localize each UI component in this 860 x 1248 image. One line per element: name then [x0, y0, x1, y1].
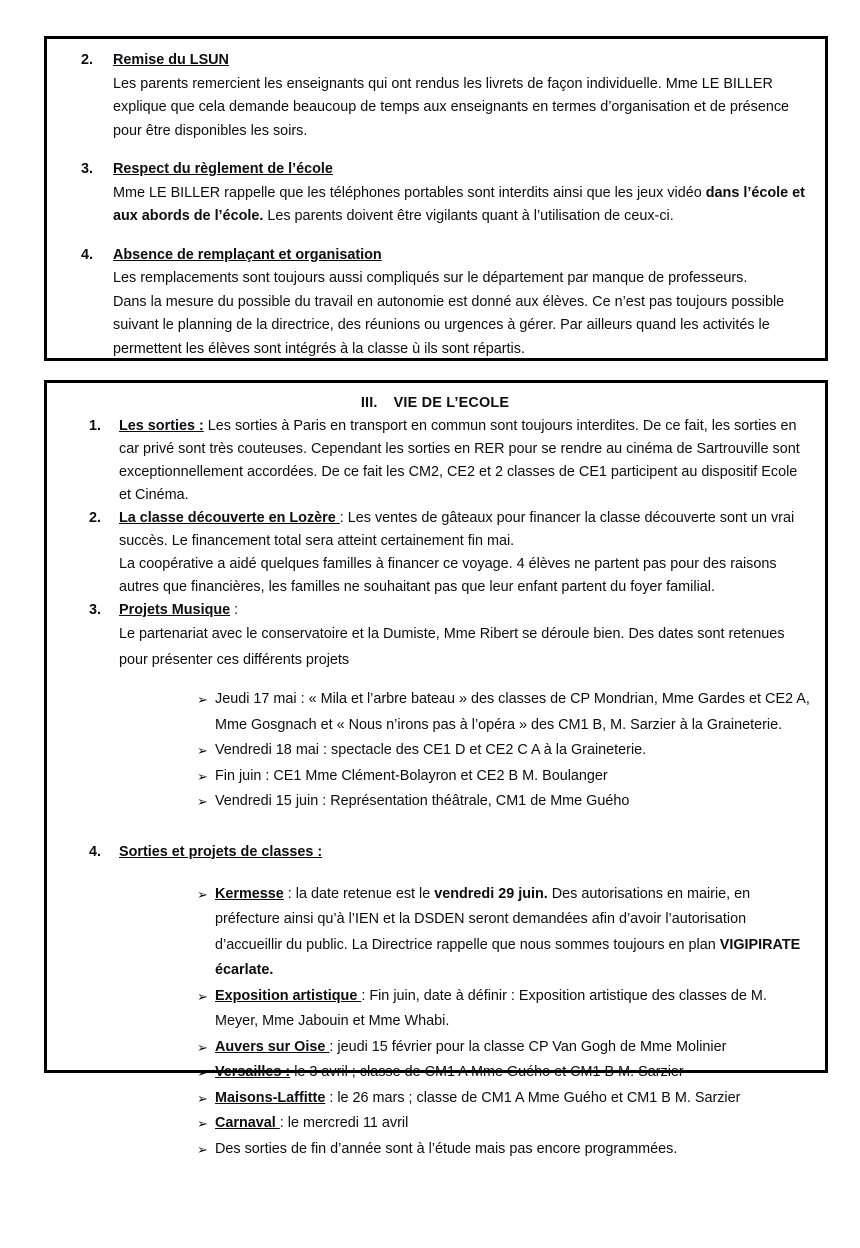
spacer [57, 864, 813, 882]
item-marker: 3. [89, 602, 102, 618]
numbered-item-4 [57, 244, 813, 362]
bullet-lead: Versailles : [215, 1064, 291, 1080]
spacer [57, 145, 813, 158]
section-heading [57, 393, 813, 414]
body-run: Les remplacements sont toujours aussi compliqués sur le département par manque de professeurs. [113, 270, 748, 286]
box-one-content [47, 39, 825, 373]
arrow-bullet-icon: ➢ [197, 1065, 208, 1080]
item-heading: Sorties et projets de classes : [119, 843, 323, 860]
bullet-item [57, 738, 813, 764]
bullet-lead: Carnaval [215, 1115, 280, 1131]
spacer [57, 673, 813, 687]
arrow-bullet-icon: ➢ [197, 692, 208, 707]
bullet-run: Des autorisations en mairie, en préfecture ainsi qu’à l’IEN et la DSDEN seront demandées afin d’avoir l’autorisation d’accueillir du public. La Directrice rappelle que nous sommes toujours en plan [215, 885, 751, 953]
arrow-bullet-icon: ➢ [197, 1116, 208, 1131]
arrow-bullet-icon: ➢ [197, 1141, 208, 1157]
bullet-text: Vendredi 18 mai : spectacle des CE1 D et CE2 C A à la Graineterie. [215, 742, 647, 758]
body-run-bold: dans l’école et aux abords de l’école. [113, 184, 805, 224]
item-lead: Les sorties : [119, 418, 204, 434]
bullet-item [57, 687, 813, 738]
bullet-item-versailles [57, 1060, 813, 1086]
section-box-vie-de-lecole [44, 380, 828, 1157]
item-marker: 3. [81, 161, 94, 177]
item-body-2: Le partenariat avec le conservatoire et la Dumiste, Mme Ribert se déroule bien. Des dates sont retenues pour présenter ces différents projets [119, 626, 785, 668]
item-body: Les sorties à Paris en transport en commun sont toujours interdites. De ce fait, les sorties en car privé sont très couteuses. Cependant les sorties en RER pour se rendre au cinéma de Sartrouville sont exceptionnellement accordées. De ce fait les CM2, CE2 et 2 classes de CE1 participent au dispositif Ecole et Cinéma. [119, 418, 800, 503]
body-run: Les parents remercient les enseignants qui ont rendus les livrets de façon individuelle. Mme LE BILLER explique que cela demande beaucoup de temps aux enseignants en termes d’organisation et de présence pour être disponibles les soirs. [113, 75, 790, 139]
arrow-bullet-icon: ➢ [197, 988, 208, 1004]
item-heading: Respect du règlement de l’école [113, 161, 333, 177]
body-run: Dans la mesure du possible du travail en autonomie est donné aux élèves. Ce n’est pas toujours possible suivant le planning de la directrice, des réunions ou urgences à gérer. Par ailleurs quand les activités le permettent les élèves sont intégrés à la classe ù ils sont répartis. [113, 293, 785, 357]
bullet-text [215, 1111, 813, 1137]
item-body: : Les ventes de gâteaux pour financer la classe découverte sont un vrai succès. Le financement total sera atteint certainement fin mai. [119, 510, 795, 549]
bullet-item-carnaval [57, 1111, 813, 1137]
bullet-text [215, 984, 813, 1035]
body-run: Les parents doivent être vigilants quant à l’utilisation de ceux-ci. [263, 208, 674, 224]
bullet-item [57, 789, 813, 815]
bullet-text [215, 1060, 813, 1086]
bullet-item-maisons-laffitte [57, 1086, 813, 1112]
item-marker: 4. [81, 246, 94, 263]
numbered-item-2 [57, 507, 813, 599]
item-marker: 1. [89, 418, 102, 434]
bullet-text: Fin juin : CE1 Mme Clément-Bolayron et CE2 B M. Boulanger [215, 767, 608, 784]
bullet-run: le 3 avril ; classe de CM1 A Mme Guého et CM1 B M. Sarzier [290, 1064, 684, 1080]
bullet-run-bold: vendredi 29 juin. [434, 885, 548, 902]
arrow-bullet-icon: ➢ [197, 1090, 208, 1106]
arrow-bullet-icon: ➢ [197, 1039, 208, 1055]
bullet-run: : le mercredi 11 avril [279, 1115, 409, 1131]
spacer [57, 815, 813, 841]
item-paragraph-second [119, 622, 813, 673]
bullet-text: Jeudi 17 mai : « Mila et l’arbre bateau » des classes de CP Mondrian, Mme Gardes et CE2 A, Mme Gosgnach et « Nous n’irons pas à l’opéra » des CM1 B, M. Sarzier à la Graineterie. [215, 691, 810, 733]
arrow-bullet-icon: ➢ [197, 794, 208, 809]
item-body [113, 73, 813, 144]
bullet-text [215, 1035, 813, 1061]
section-title: VIE DE L’ECOLE [393, 395, 510, 411]
item-lead: La classe découverte en Lozère [119, 510, 340, 526]
item-body-second [113, 291, 813, 362]
bullet-lead: Maisons-Laffitte [215, 1089, 326, 1106]
bullet-run: : Fin juin, date à définir : Exposition artistique des classes de M. Meyer, Mme Jabouin et Mme Whabi. [215, 987, 767, 1029]
bullet-lead: Auvers sur Oise [215, 1038, 330, 1055]
spacer [57, 231, 813, 244]
item-lead: Projets Musique [119, 602, 231, 618]
item-paragraph [119, 599, 813, 622]
bullet-lead: Kermesse [215, 885, 284, 902]
item-paragraph [119, 507, 813, 553]
numbered-item-2 [57, 49, 813, 143]
item-paragraph-second [119, 553, 813, 599]
bullet-run-bold: VIGIPIRATE écarlate. [215, 936, 801, 978]
item-body [113, 267, 813, 291]
box-two-content [47, 383, 825, 1172]
bullet-lead: Exposition artistique [215, 987, 362, 1004]
arrow-bullet-icon: ➢ [197, 768, 208, 784]
bullet-text [215, 1086, 813, 1112]
bullet-text: Vendredi 15 juin : Représentation théâtrale, CM1 de Mme Guého [215, 793, 630, 809]
bullet-item [57, 764, 813, 790]
numbered-item-3 [57, 158, 813, 229]
item-marker: 2. [89, 510, 102, 526]
bullet-run: : jeudi 15 février pour la classe CP Van Gogh de Mme Molinier [329, 1038, 727, 1055]
bullet-run: : la date retenue est le [283, 885, 435, 902]
bullet-run: : le 26 mars ; classe de CM1 A Mme Guého et CM1 B M. Sarzier [325, 1089, 741, 1106]
bullet-item-fin-dannee [57, 1137, 813, 1163]
item-marker: 4. [89, 843, 102, 860]
bullet-item-auvers [57, 1035, 813, 1061]
arrow-bullet-icon: ➢ [197, 743, 208, 758]
item-heading: Absence de remplaçant et organisation [113, 246, 382, 263]
item-body [113, 182, 813, 229]
item-paragraph [119, 841, 813, 864]
bullet-item-kermesse [57, 882, 813, 984]
numbered-item-4 [57, 841, 813, 864]
numbered-item-1 [57, 415, 813, 507]
item-body-2: La coopérative a aidé quelques familles à financer ce voyage. 4 élèves ne partent pas pour des raisons autres que financières, les familles ne souhaitant pas que leur enfant partent du foyer familial. [119, 556, 777, 595]
bullet-text: Des sorties de fin d’année sont à l’étude mais pas encore programmées. [215, 1140, 678, 1157]
bullet-item-exposition [57, 984, 813, 1035]
item-heading: Remise du LSUN [113, 52, 229, 68]
bullet-text [215, 882, 813, 984]
item-paragraph [119, 415, 813, 507]
item-marker: 2. [81, 52, 94, 68]
arrow-bullet-icon: ➢ [197, 886, 208, 902]
numbered-item-3 [57, 599, 813, 673]
section-box-suite-points [44, 36, 828, 361]
body-run: Mme LE BILLER rappelle que les téléphones portables sont interdits ainsi que les jeux vidéo [113, 184, 706, 201]
item-body: : [230, 602, 239, 618]
section-numeral: III. [360, 395, 378, 411]
